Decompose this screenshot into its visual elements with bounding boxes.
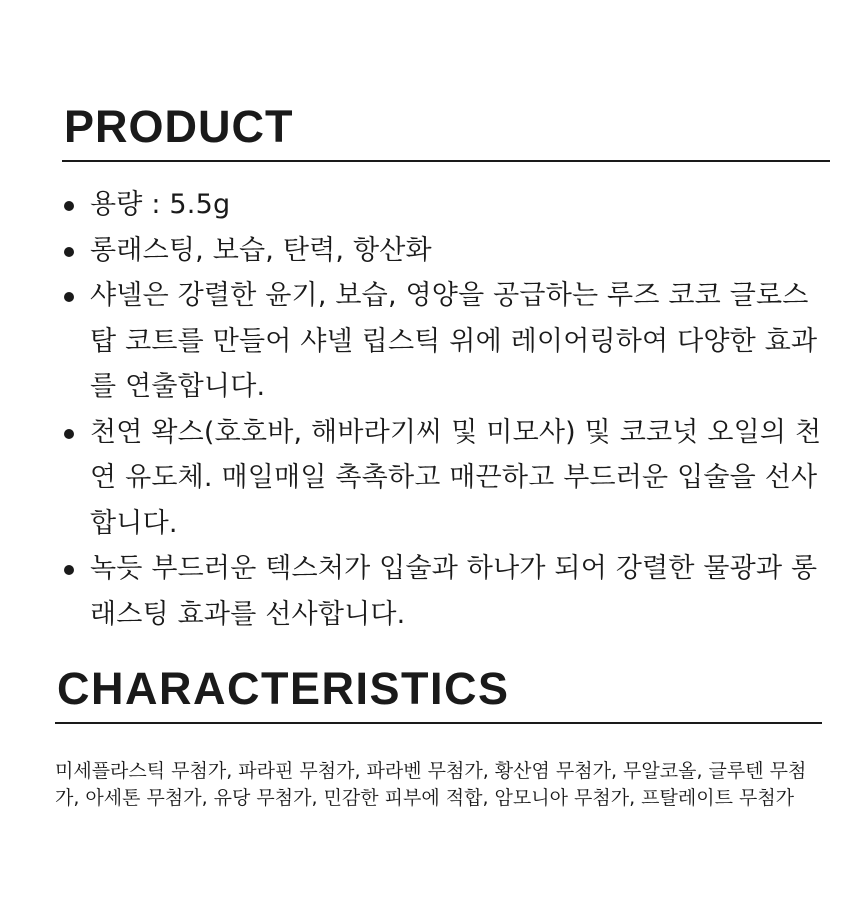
product-bullet-list — [62, 182, 830, 637]
bullet-dot-icon — [64, 247, 74, 257]
product-bullet-text: 천연 왁스(호호바, 해바라기씨 및 미모사) 및 코코넛 오일의 천연 유도체. 매일매일 촉촉하고 매끈하고 부드러운 입술을 선사합니다. — [90, 416, 822, 539]
characteristics-section — [55, 662, 822, 812]
product-bullet-text: 롱래스팅, 보습, 탄력, 항산화 — [90, 234, 432, 266]
product-bullet-item — [62, 410, 830, 547]
bullet-dot-icon — [64, 201, 74, 211]
product-bullet-text: 용량 : 5.5g — [90, 189, 231, 220]
characteristics-text: 미세플라스틱 무첨가, 파라핀 무첨가, 파라벤 무첨가, 황산염 무첨가, 무알코올, 글루텐 무첨가, 아세톤 무첨가, 유당 무첨가, 민감한 피부에 적합, 암모니아 무첨가, 프탈레이트 무첨가 — [55, 760, 807, 809]
characteristics-heading: CHARACTERISTICS — [55, 662, 822, 724]
product-bullet-item — [62, 546, 830, 637]
product-bullet-item — [62, 228, 830, 274]
bullet-dot-icon — [64, 565, 74, 575]
bullet-dot-icon — [64, 292, 74, 302]
product-bullet-item — [62, 273, 830, 410]
product-heading: PRODUCT — [62, 100, 830, 162]
product-bullet-text: 녹듯 부드러운 텍스처가 입술과 하나가 되어 강렬한 물광과 롱래스팅 효과를 선사합니다. — [90, 553, 818, 630]
product-bullet-item — [62, 182, 830, 228]
product-section — [62, 100, 830, 637]
product-bullet-text: 샤넬은 강렬한 윤기, 보습, 영양을 공급하는 루즈 코코 글로스 탑 코트를 만들어 샤넬 립스틱 위에 레이어링하여 다양한 효과를 연출합니다. — [90, 280, 818, 402]
bullet-dot-icon — [64, 429, 74, 439]
